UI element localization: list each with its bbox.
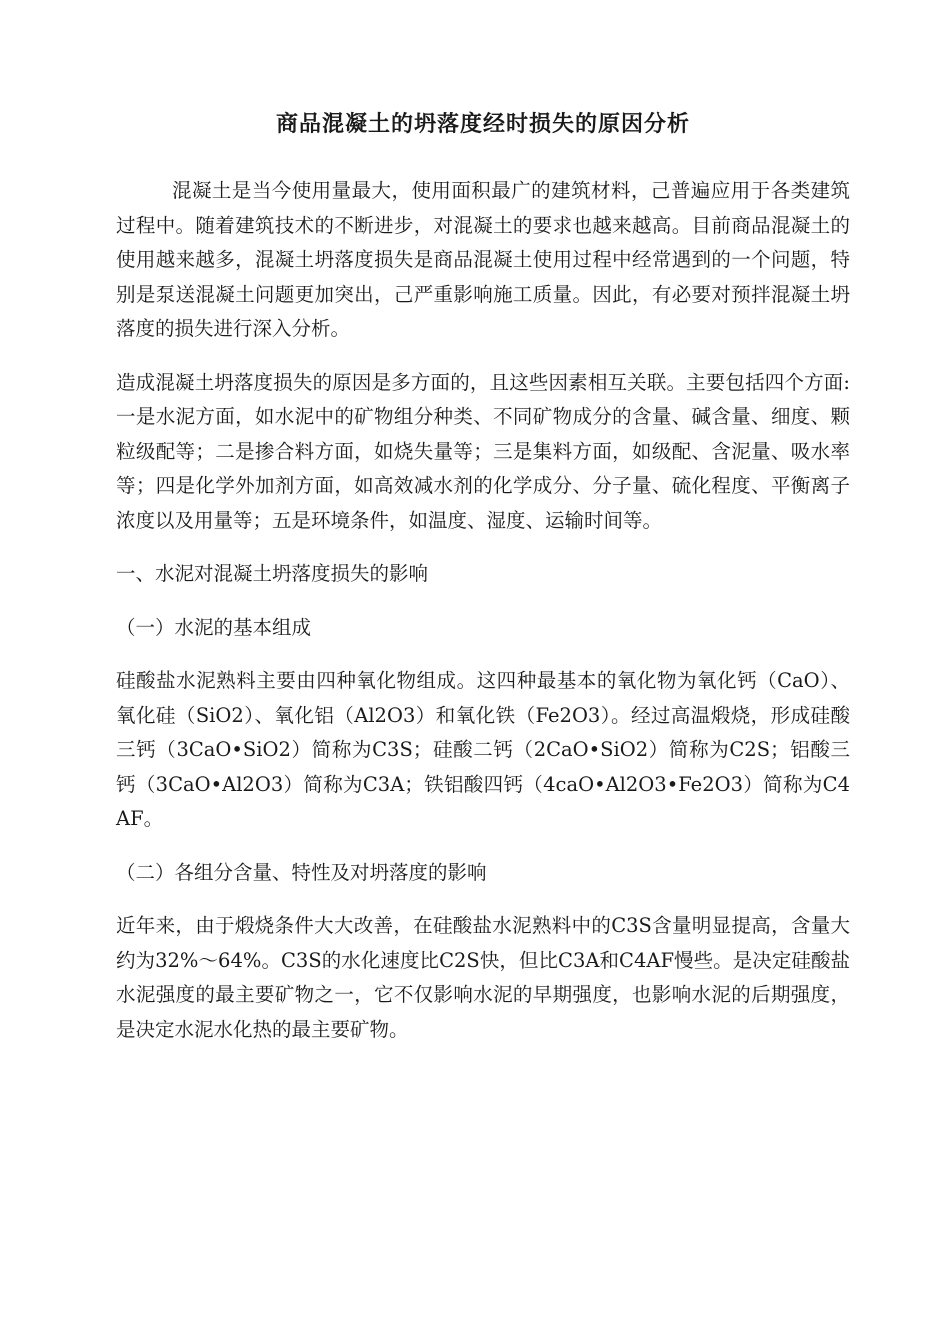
section-heading-cement: 一、水泥对混凝土坍落度损失的影响 bbox=[116, 562, 429, 585]
properties-paragraph: 近年来，由于煅烧条件大大改善，在硅酸盐水泥熟料中的C3S含量明显提高，含量大约为32%～64%。C3S的水化速度比C2S快，但比C3A和C4AF慢些。是决定硅酸盐水泥强度的最主要矿物之一，它不仅影响水泥的早期强度，也影响水泥的后期强度，是决定水泥水化热的最主要矿物。 bbox=[116, 914, 850, 1041]
document-title: 商品混凝土的坍落度经时损失的原因分析 bbox=[275, 111, 690, 137]
subsection-heading-properties: （二）各组分含量、特性及对坍落度的影响 bbox=[116, 860, 487, 884]
intro-paragraph: 混凝土是当今使用量最大，使用面积最广的建筑材料，己普遍应用于各类建筑过程中。随着建筑技术的不断进步，对混凝土的要求也越来越高。目前商品混凝土的使用越来越多，混凝土坍落度损失是商品混凝土使用过程中经常遇到的一个问题，特别是泵送混凝土问题更加突出，己严重影响施工质量。因此，有必要对预拌混凝土坍落度的损失进行深入分析。 bbox=[116, 179, 850, 340]
causes-paragraph: 造成混凝土坍落度损失的原因是多方面的，且这些因素相互关联。主要包括四个方面:一是水泥方面，如水泥中的矿物组分种类、不同矿物成分的含量、碱含量、细度、颗粒级配等；二是掺合料方面，如烧失量等；三是集料方面，如级配、含泥量、吸水率等；四是化学外加剂方面，如高效减水剂的化学成分、分子量、硫化程度、平衡离子浓度以及用量等；五是环境条件，如温度、湿度、运输时间等。 bbox=[116, 370, 850, 532]
subsection-heading-composition: （一）水泥的基本组成 bbox=[116, 615, 312, 639]
document-page bbox=[116, 108, 850, 1066]
composition-paragraph: 硅酸盐水泥熟料主要由四种氧化物组成。这四种最基本的氧化物为氧化钙（CaO）、氧化硅（SiO2）、氧化铝（Al2O3）和氧化铁（Fe2O3）。经过高温煅烧，形成硅酸三钙（3CaO•SiO2）简称为C3S；硅酸二钙（2CaO•SiO2）简称为C2S；铝酸三钙（3CaO•Al2O3）简称为C3A；铁铝酸四钙（4caO•Al2O3•Fe2O3）简称为C4AF。 bbox=[116, 669, 850, 830]
